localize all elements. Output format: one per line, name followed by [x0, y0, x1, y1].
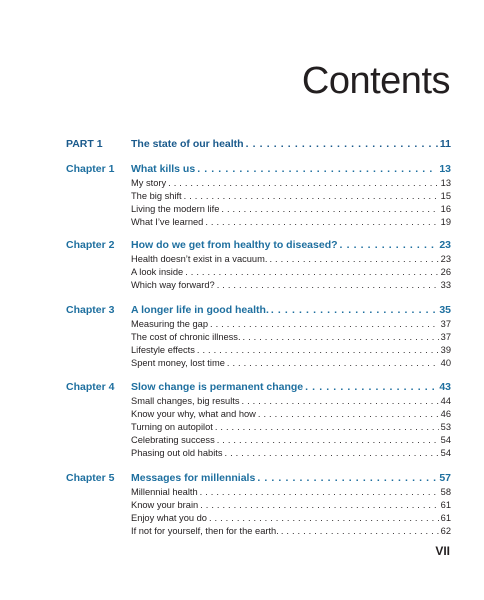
entry-title: A look inside — [131, 267, 184, 277]
toc-entry[interactable] — [131, 332, 451, 346]
entry-page: 39 — [440, 345, 451, 355]
dot-leader — [246, 138, 438, 150]
entry-page: 37 — [440, 319, 451, 329]
toc-entry-chapter-title[interactable] — [131, 304, 451, 320]
toc-entry[interactable] — [131, 526, 451, 540]
entry-title: Living the modern life — [131, 204, 220, 214]
toc-entry[interactable] — [131, 409, 451, 423]
dot-leader — [258, 409, 439, 419]
dot-leader — [227, 358, 439, 368]
dot-leader — [184, 191, 439, 201]
dot-leader — [242, 396, 439, 406]
toc-entry[interactable] — [131, 422, 451, 436]
dot-leader — [340, 239, 438, 251]
entry-page: 19 — [440, 217, 451, 227]
entry-page: 43 — [439, 381, 451, 393]
toc-entry[interactable] — [131, 217, 451, 231]
entry-title: If not for yourself, then for the earth. — [131, 526, 279, 536]
toc-entry[interactable] — [131, 513, 451, 527]
toc-entry[interactable] — [131, 319, 451, 333]
entry-title: What kills us — [131, 163, 196, 175]
entry-page: 23 — [439, 239, 451, 251]
entry-title: My story — [131, 178, 167, 188]
entry-page: 54 — [440, 435, 451, 445]
entry-title: What I’ve learned — [131, 217, 204, 227]
dot-leader — [185, 267, 438, 277]
entry-page: 61 — [440, 513, 451, 523]
entry-page: 44 — [440, 396, 451, 406]
entry-page: 46 — [440, 409, 451, 419]
dot-leader — [217, 435, 439, 445]
dot-leader — [225, 448, 439, 458]
toc-entry[interactable] — [131, 280, 451, 294]
entry-page: 16 — [440, 204, 451, 214]
dot-leader — [271, 304, 437, 316]
entry-page: 13 — [439, 163, 451, 175]
entry-page: 26 — [440, 267, 451, 277]
entry-page: 61 — [440, 500, 451, 510]
entry-title: Which way forward? — [131, 280, 215, 290]
entry-page: 11 — [439, 138, 451, 150]
dot-leader — [217, 280, 439, 290]
dot-leader — [205, 217, 438, 227]
entry-title: The cost of chronic illness. — [131, 332, 241, 342]
toc-entry-chapter-title[interactable] — [131, 163, 451, 179]
entry-page: 35 — [439, 304, 451, 316]
entry-page: 58 — [440, 487, 451, 497]
dot-leader — [257, 472, 437, 484]
dot-leader — [281, 526, 439, 536]
entry-title: Lifestyle effects — [131, 345, 195, 355]
entry-page: 37 — [440, 332, 451, 342]
toc-entry[interactable] — [131, 191, 451, 205]
chapter-label: Chapter 3 — [66, 304, 115, 316]
entry-title: Small changes, big results — [131, 396, 240, 406]
entry-title: Know your brain — [131, 500, 199, 510]
entry-page: 13 — [440, 178, 451, 188]
chapter-label: Chapter 1 — [66, 163, 115, 175]
toc-entry[interactable] — [131, 358, 451, 372]
entry-title: The big shift — [131, 191, 182, 201]
entry-title: The state of our health — [131, 138, 244, 150]
entry-title: Phasing out old habits — [131, 448, 223, 458]
page-number: VII — [435, 544, 450, 558]
chapter-label: Chapter 4 — [66, 381, 115, 393]
dot-leader — [209, 513, 439, 523]
part-label: PART 1 — [66, 138, 103, 150]
entry-title: Turning on autopilot — [131, 422, 213, 432]
dot-leader — [269, 254, 438, 264]
toc-entry[interactable] — [131, 178, 451, 192]
entry-page: 33 — [440, 280, 451, 290]
toc-entry[interactable] — [131, 267, 451, 281]
toc-entry[interactable] — [131, 487, 451, 501]
dot-leader — [168, 178, 439, 188]
dot-leader — [200, 500, 438, 510]
entry-title: Messages for millennials — [131, 472, 256, 484]
chapter-label: Chapter 2 — [66, 239, 115, 251]
toc-entry[interactable] — [131, 500, 451, 514]
entry-title: Celebrating success — [131, 435, 215, 445]
toc-entry-chapter-title[interactable] — [131, 381, 451, 397]
toc-entry[interactable] — [131, 448, 451, 462]
entry-title: Measuring the gap — [131, 319, 209, 329]
dot-leader — [243, 332, 439, 342]
entry-page: 15 — [440, 191, 451, 201]
entry-title: A longer life in good health. — [131, 304, 269, 316]
toc-entry[interactable] — [131, 435, 451, 449]
entry-title: Know your why, what and how — [131, 409, 256, 419]
entry-title: Millennial health — [131, 487, 198, 497]
entry-title: Slow change is permanent change — [131, 381, 304, 393]
dot-leader — [221, 204, 438, 214]
entry-page: 62 — [440, 526, 451, 536]
entry-page: 40 — [440, 358, 451, 368]
toc-entry[interactable] — [131, 396, 451, 410]
entry-page: 57 — [439, 472, 451, 484]
entry-page: 23 — [440, 254, 451, 264]
dot-leader — [215, 422, 439, 432]
toc-entry-chapter-title[interactable] — [131, 239, 451, 255]
chapter-label: Chapter 5 — [66, 472, 115, 484]
entry-page: 54 — [440, 448, 451, 458]
dot-leader — [197, 345, 439, 355]
toc-entry[interactable] — [131, 254, 451, 268]
entry-title: Enjoy what you do — [131, 513, 207, 523]
toc-entry[interactable] — [131, 204, 451, 218]
entry-title: Spent money, lost time — [131, 358, 225, 368]
entry-page: 53 — [440, 422, 451, 432]
dot-leader — [200, 487, 439, 497]
toc-entry-chapter-title[interactable] — [131, 472, 451, 488]
entry-title: How do we get from healthy to diseased? — [131, 239, 338, 251]
toc-entry[interactable] — [131, 345, 451, 359]
page-title: Contents — [301, 60, 450, 102]
toc-entry-part-title[interactable] — [131, 138, 451, 154]
dot-leader — [197, 163, 437, 175]
dot-leader — [210, 319, 439, 329]
dot-leader — [305, 381, 437, 393]
entry-title: Health doesn’t exist in a vacuum. — [131, 254, 268, 264]
